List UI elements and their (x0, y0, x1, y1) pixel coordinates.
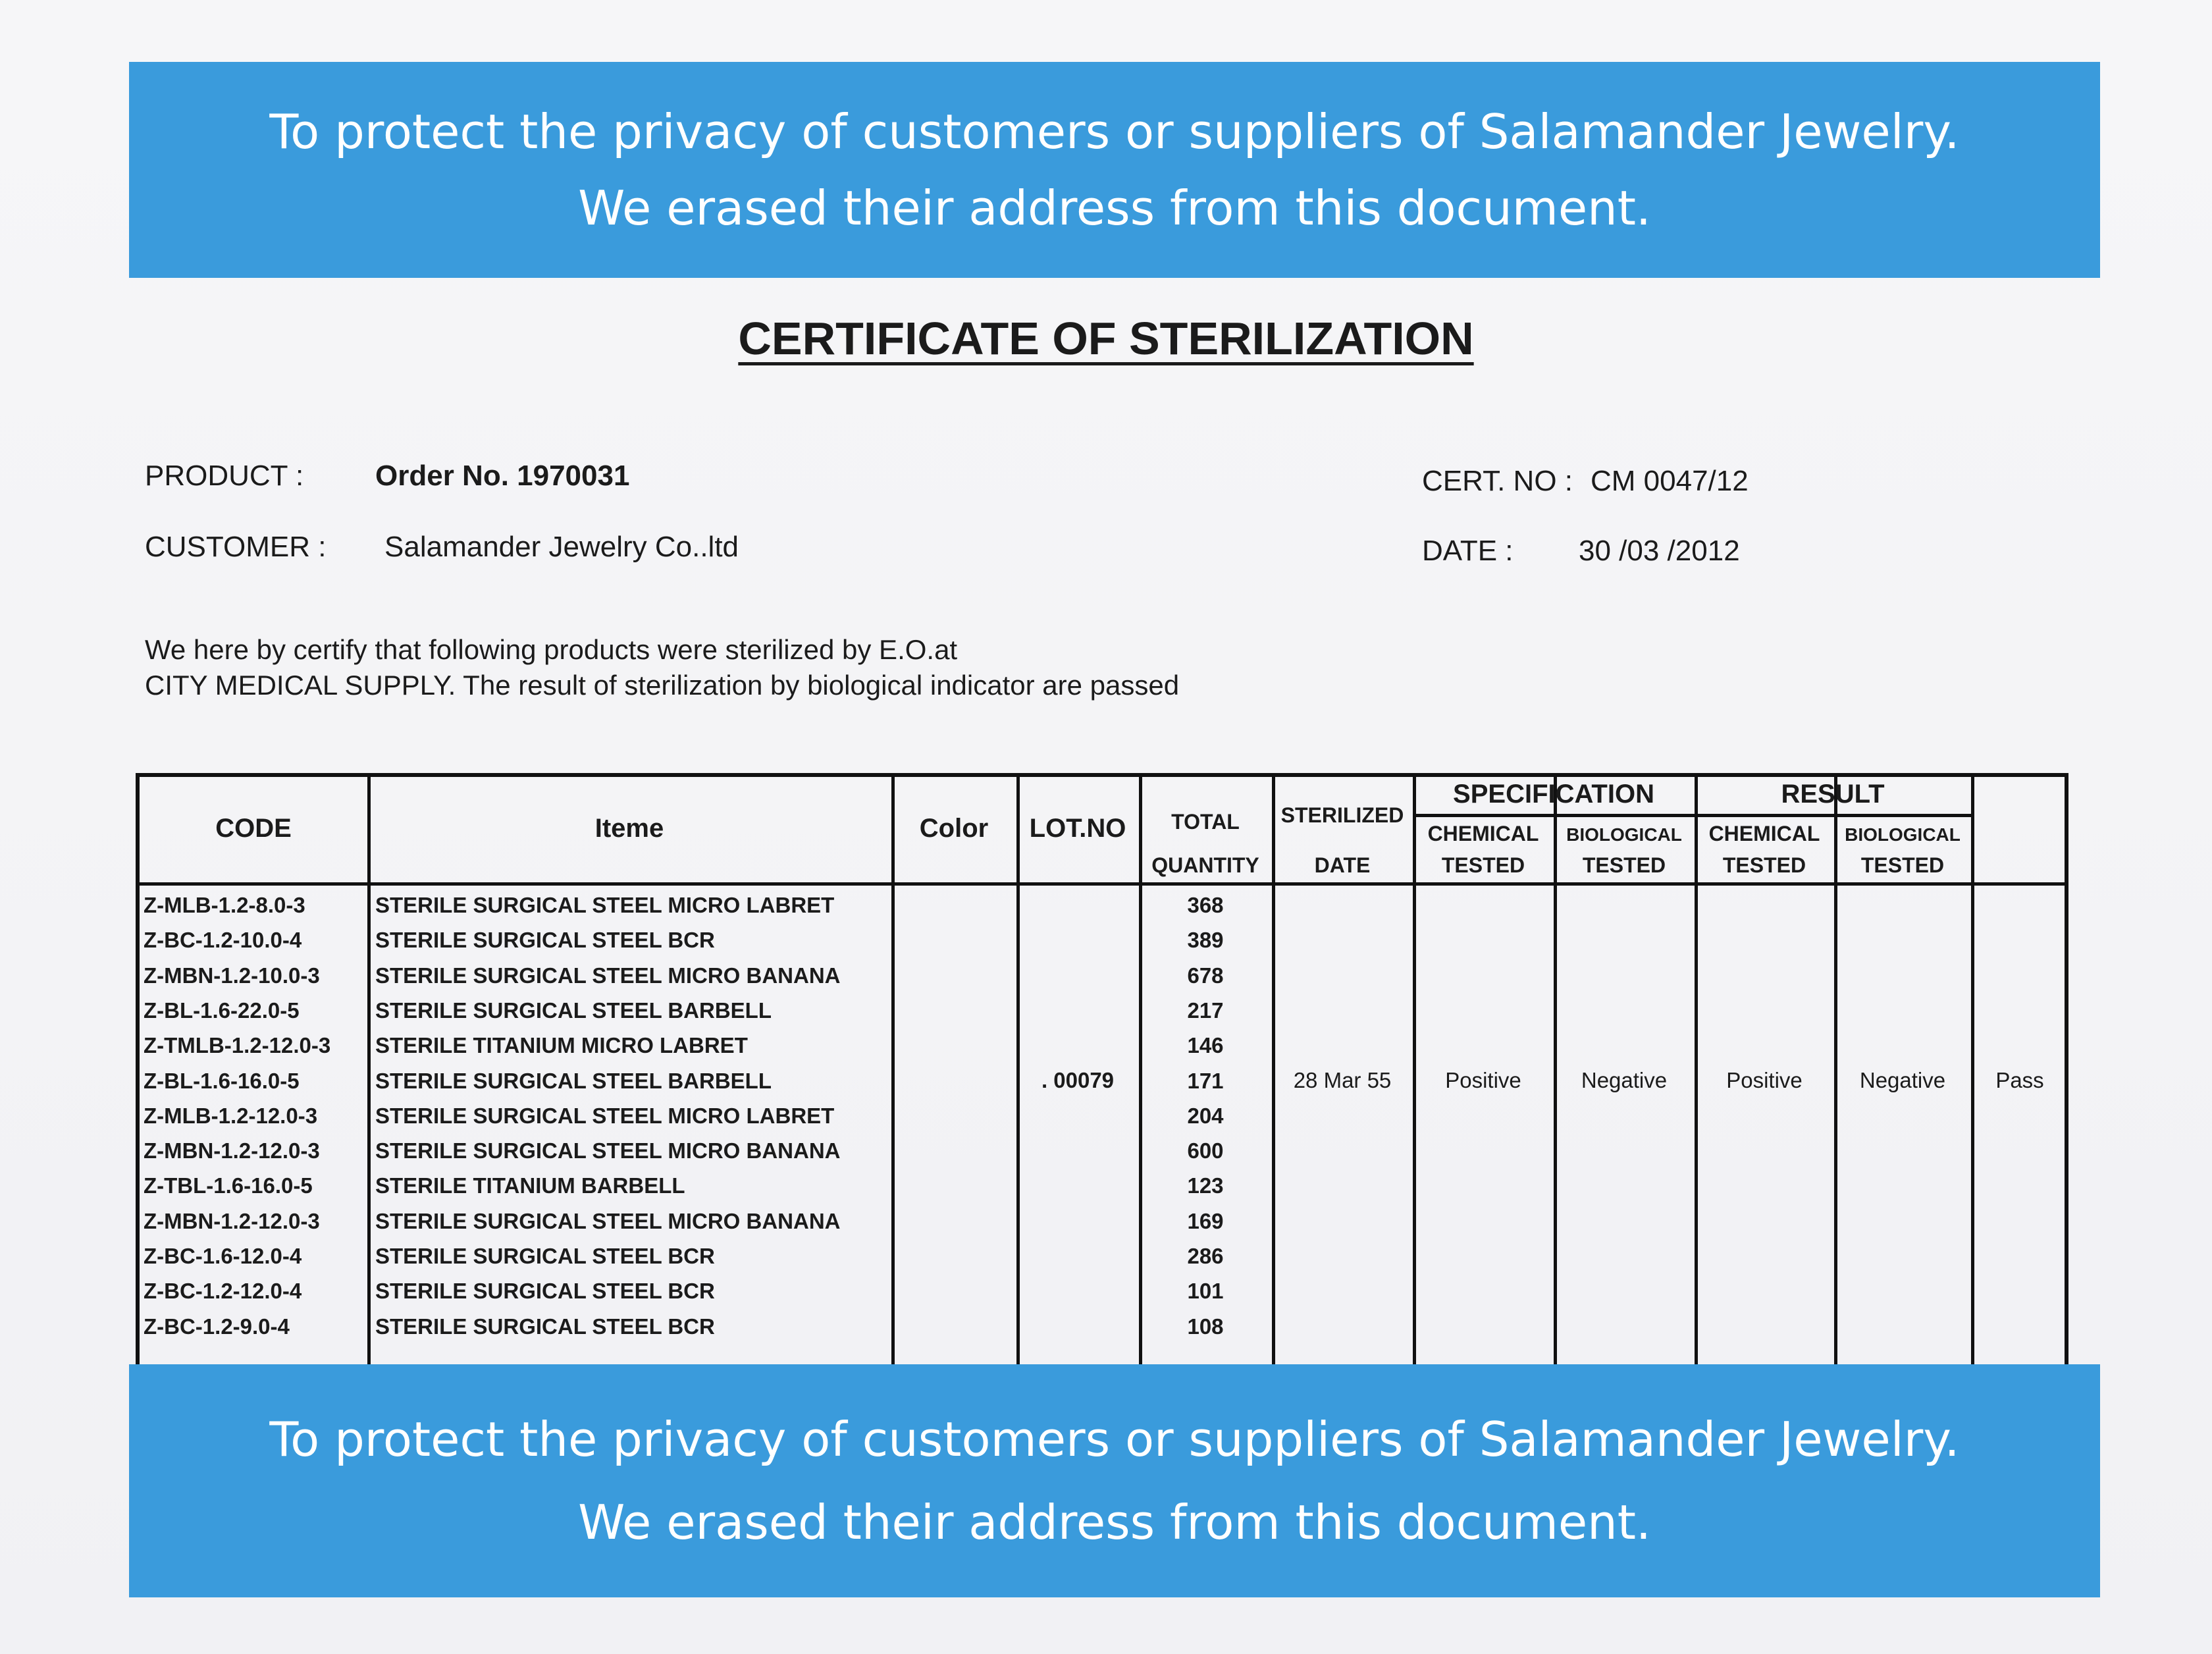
row-quantity: 101 (1187, 1279, 1224, 1303)
sterilization-table (136, 773, 2068, 1364)
row-code: Z-MBN-1.2-10.0-3 (144, 963, 320, 988)
cert-no-label: CERT. NO : (1422, 465, 1573, 497)
row-code: Z-MBN-1.2-12.0-3 (144, 1138, 320, 1163)
row-quantity: 169 (1187, 1209, 1224, 1233)
row-code: Z-BC-1.2-9.0-4 (144, 1314, 290, 1339)
date-label: DATE : (1422, 535, 1514, 567)
row-code: Z-MLB-1.2-12.0-3 (144, 1104, 318, 1128)
spec-biological-result: Negative (1581, 1068, 1668, 1092)
row-quantity: 123 (1187, 1173, 1224, 1198)
header-code: CODE (215, 814, 292, 843)
row-item: STERILE TITANIUM MICRO LABRET (375, 1033, 748, 1057)
row-quantity: 368 (1187, 893, 1224, 917)
shared-lot: . 00079 (1041, 1068, 1115, 1092)
header-item: Iteme (594, 814, 664, 843)
row-item: STERILE SURGICAL STEEL MICRO BANANA (375, 1209, 841, 1233)
certification-statement (145, 632, 1179, 703)
row-item: STERILE SURGICAL STEEL MICRO BANANA (375, 963, 841, 988)
row-code: Z-BC-1.2-12.0-4 (144, 1279, 302, 1303)
spec-chemical-result: Positive (1445, 1068, 1521, 1092)
banner-bottom-line2: We erased their address from this document. (578, 1495, 1651, 1550)
shared-sterilized-date: 28 Mar 55 (1293, 1068, 1392, 1092)
final-status: Pass (1995, 1068, 2044, 1092)
product-value: Order No. 1970031 (375, 460, 630, 492)
row-quantity: 108 (1187, 1314, 1224, 1339)
statement-line1: We here by certify that following products were sterilized by E.O.at (145, 634, 958, 665)
row-item: STERILE SURGICAL STEEL BARBELL (375, 998, 772, 1023)
row-item: STERILE SURGICAL STEEL MICRO BANANA (375, 1138, 841, 1163)
row-quantity: 678 (1187, 963, 1224, 988)
row-item: STERILE SURGICAL STEEL BCR (375, 1279, 715, 1303)
header-spec-biological-1: BIOLOGICAL (1566, 824, 1682, 845)
customer-label: CUSTOMER : (145, 531, 327, 563)
privacy-banner-bottom (129, 1364, 2100, 1597)
customer-value: Salamander Jewelry Co..ltd (384, 531, 739, 563)
row-quantity: 146 (1187, 1033, 1224, 1057)
row-code: Z-BL-1.6-22.0-5 (144, 998, 300, 1023)
header-sterilized-1: STERILIZED (1280, 803, 1404, 827)
banner-top-line1: To protect the privacy of customers or suppliers of Salamander Jewelry. (269, 104, 1960, 159)
row-code: Z-MLB-1.2-8.0-3 (144, 893, 305, 917)
certificate-title: CERTIFICATE OF STERILIZATION (738, 313, 1474, 364)
date-value: 30 /03 /2012 (1579, 535, 1740, 567)
row-quantity: 286 (1187, 1244, 1224, 1268)
header-spec-chemical-1: CHEMICAL (1427, 822, 1539, 845)
row-code: Z-TBL-1.6-16.0-5 (144, 1173, 313, 1198)
privacy-banner-top (129, 62, 2100, 278)
result-biological: Negative (1859, 1068, 1946, 1092)
header-result-biological-1: BIOLOGICAL (1845, 824, 1961, 845)
header-color: Color (919, 814, 989, 843)
header-lot: LOT.NO (1029, 814, 1126, 843)
row-quantity: 171 (1187, 1069, 1224, 1093)
row-quantity: 600 (1187, 1138, 1224, 1163)
header-spec-biological-2: TESTED (1582, 853, 1666, 877)
cert-no-value: CM 0047/12 (1591, 465, 1749, 497)
header-result-chemical-2: TESTED (1722, 853, 1806, 877)
banner-top-line2: We erased their address from this document. (578, 180, 1651, 236)
statement-line2: CITY MEDICAL SUPPLY. The result of sterilization by biological indicator are passed (145, 670, 1180, 701)
header-result-biological-2: TESTED (1860, 853, 1945, 877)
header-spec-chemical-2: TESTED (1441, 853, 1525, 877)
row-code: Z-MBN-1.2-12.0-3 (144, 1209, 320, 1233)
row-item: STERILE SURGICAL STEEL BARBELL (375, 1069, 772, 1093)
banner-bottom-line1: To protect the privacy of customers or suppliers of Salamander Jewelry. (269, 1412, 1960, 1467)
header-specification: SPECIFICATION (1453, 780, 1654, 809)
row-quantity: 389 (1187, 928, 1224, 952)
row-item: STERILE SURGICAL STEEL MICRO LABRET (375, 893, 835, 917)
row-item: STERILE SURGICAL STEEL BCR (375, 928, 715, 952)
header-total-2: QUANTITY (1151, 853, 1259, 877)
row-quantity: 204 (1187, 1104, 1224, 1128)
header-result-chemical-1: CHEMICAL (1708, 822, 1820, 845)
row-item: STERILE SURGICAL STEEL MICRO LABRET (375, 1104, 835, 1128)
row-item: STERILE TITANIUM BARBELL (375, 1173, 685, 1198)
row-code: Z-BC-1.2-10.0-4 (144, 928, 302, 952)
result-chemical: Positive (1726, 1068, 1803, 1092)
row-code: Z-BL-1.6-16.0-5 (144, 1069, 300, 1093)
row-code: Z-BC-1.6-12.0-4 (144, 1244, 302, 1268)
row-item: STERILE SURGICAL STEEL BCR (375, 1314, 715, 1339)
row-code: Z-TMLB-1.2-12.0-3 (144, 1033, 331, 1057)
header-total-1: TOTAL (1171, 810, 1240, 834)
header-sterilized-2: DATE (1314, 853, 1371, 877)
product-label: PRODUCT : (145, 460, 304, 492)
header-result: RESULT (1781, 780, 1885, 809)
row-item: STERILE SURGICAL STEEL BCR (375, 1244, 715, 1268)
row-quantity: 217 (1187, 998, 1224, 1023)
